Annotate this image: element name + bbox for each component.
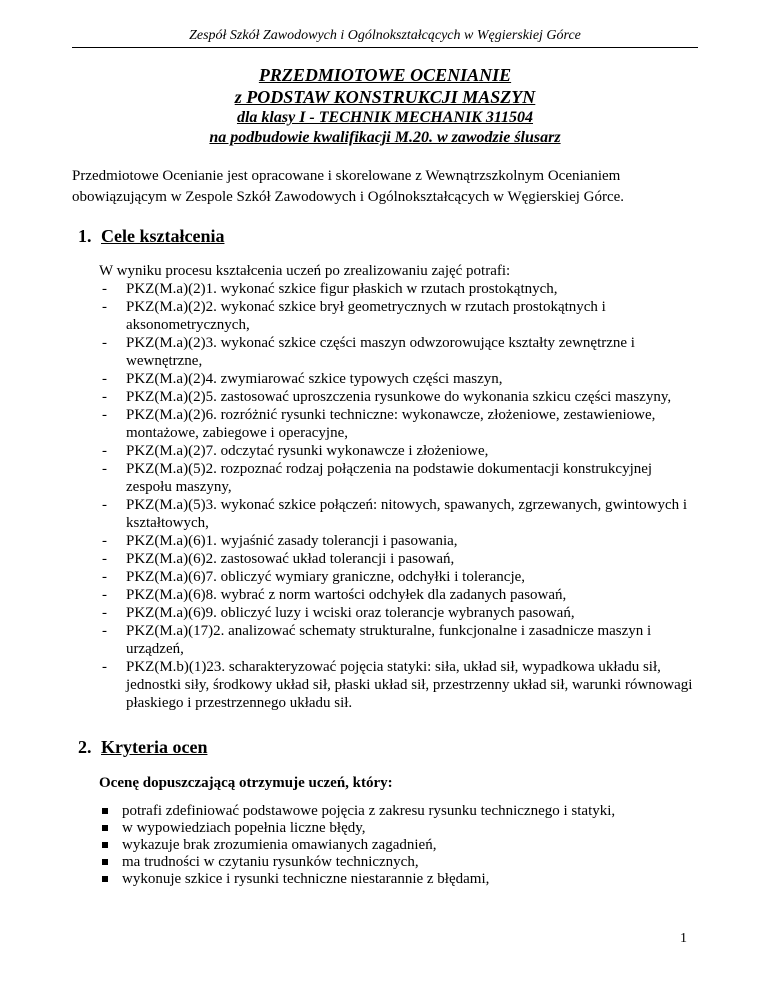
dash-bullet: - — [102, 533, 107, 549]
list-item — [99, 442, 699, 460]
list-item — [99, 568, 699, 586]
square-bullet-icon — [102, 842, 108, 848]
learning-goals-list — [99, 280, 699, 712]
dash-bullet: - — [102, 407, 107, 423]
list-item-text: PKZ(M.a)(6)1. wyjaśnić zasady tolerancji i pasowania, — [126, 533, 458, 549]
dash-bullet: - — [102, 587, 107, 603]
list-item-text: PKZ(M.a)(2)1. wykonać szkice figur płaskich w rzutach prostokątnych, — [126, 281, 558, 297]
list-item-text: potrafi zdefiniować podstawowe pojęcia z zakresu rysunku technicznego i statyki, — [122, 803, 616, 819]
list-item — [99, 460, 699, 496]
section-number: 2. — [78, 737, 92, 757]
title-line-2: z PODSTAW KONSTRUKCJI MASZYN — [234, 87, 536, 107]
square-bullet-icon — [102, 808, 108, 814]
list-item — [99, 298, 699, 334]
list-item — [99, 820, 699, 837]
list-item — [99, 280, 699, 298]
list-item — [99, 837, 699, 854]
list-item-text: w wypowiedziach popełnia liczne błędy, — [122, 820, 366, 836]
dash-bullet: - — [102, 497, 107, 513]
list-item-text: PKZ(M.a)(2)5. zastosować uproszczenia rysunkowe do wykonania szkicu części maszyny, — [126, 389, 672, 405]
dash-bullet: - — [102, 371, 107, 387]
list-item-text: PKZ(M.a)(2)3. wykonać szkice części maszyn odwzorowujące kształty zewnętrzne i wewnętrzne, — [126, 335, 635, 369]
document-title — [72, 64, 698, 148]
dash-bullet: - — [102, 623, 107, 639]
list-item — [99, 854, 699, 871]
section-heading-cele — [78, 226, 224, 247]
section-lead-text: W wyniku procesu kształcenia uczeń po zrealizowaniu zajęć potrafi: — [99, 263, 511, 279]
list-item-text: PKZ(M.a)(2)6. rozróżnić rysunki techniczne: wykonawcze, złożeniowe, zestawieniowe, montażowe, zabiegowe i operacyjne, — [126, 407, 656, 441]
dash-bullet: - — [102, 335, 107, 351]
intro-paragraph — [72, 166, 698, 208]
list-item-text: PKZ(M.a)(2)2. wykonać szkice brył geometrycznych w rzutach prostokątnych i aksonometrycznych, — [126, 299, 606, 333]
list-item-text: PKZ(M.a)(6)8. wybrać z norm wartości odchyłek dla zadanych pasowań, — [126, 587, 567, 603]
title-line-3: dla klasy I - TECHNIK MECHANIK 311504 — [236, 109, 534, 126]
title-line-1: PRZEDMIOTOWE OCENIANIE — [258, 65, 512, 85]
section-number: 1. — [78, 226, 92, 246]
dash-bullet: - — [102, 389, 107, 405]
square-bullet-icon — [102, 825, 108, 831]
list-item — [99, 334, 699, 370]
list-item — [99, 532, 699, 550]
section-title: Cele kształcenia — [101, 226, 225, 246]
list-item-text: PKZ(M.a)(5)2. rozpoznać rodzaj połączenia na podstawie dokumentacji konstrukcyjnej zespołu maszyny, — [126, 461, 653, 495]
list-item — [99, 871, 699, 888]
list-item — [99, 550, 699, 568]
list-item — [99, 586, 699, 604]
list-item — [99, 388, 699, 406]
dash-bullet: - — [102, 659, 107, 675]
dash-bullet: - — [102, 281, 107, 297]
page-number: 1 — [680, 931, 687, 946]
list-item-text: wykonuje szkice i rysunki techniczne niestarannie z błędami, — [122, 871, 490, 887]
section-title: Kryteria ocen — [101, 737, 208, 757]
list-item — [99, 370, 699, 388]
list-item-text: PKZ(M.a)(6)9. obliczyć luzy i wciski oraz tolerancje wybranych pasowań, — [126, 605, 575, 621]
list-item-text: wykazuje brak zrozumienia omawianych zagadnień, — [122, 837, 437, 853]
list-item-text: ma trudności w czytaniu rysunków technicznych, — [122, 854, 419, 870]
list-item — [99, 803, 699, 820]
list-item-text: PKZ(M.a)(17)2. analizować schematy strukturalne, funkcjonalne i zasadnicze maszyn i urządzeń, — [126, 623, 652, 657]
dash-bullet: - — [102, 299, 107, 315]
title-line-4: na podbudowie kwalifikacji M.20. w zawodzie ślusarz — [209, 129, 561, 146]
dash-bullet: - — [102, 569, 107, 585]
square-bullet-icon — [102, 876, 108, 882]
grade-criteria-list — [99, 803, 699, 888]
list-item — [99, 406, 699, 442]
list-item-text: PKZ(M.b)(1)23. scharakteryzować pojęcia statyki: siła, układ sił, wypadkowa układu sił, jednostki siły, środkowy układ sił, płaski układ sił, przestrzenny układ sił, warunki równowagi płaskiego i przestrzennego układu sił. — [126, 659, 693, 711]
list-item-text: PKZ(M.a)(6)7. obliczyć wymiary graniczne, odchyłki i tolerancje, — [126, 569, 526, 585]
page-header: Zespół Szkół Zawodowych i Ogólnokształcących w Węgierskiej Górce — [72, 28, 698, 48]
dash-bullet: - — [102, 461, 107, 477]
list-item-text: PKZ(M.a)(6)2. zastosować układ tolerancji i pasowań, — [126, 551, 455, 567]
intro-line-2: obowiązującym w Zespole Szkół Zawodowych i Ogólnokształcących w Węgierskiej Górce. — [72, 189, 625, 205]
list-item-text: PKZ(M.a)(2)4. zwymiarować szkice typowych części maszyn, — [126, 371, 503, 387]
dash-bullet: - — [102, 605, 107, 621]
intro-line-1: Przedmiotowe Ocenianie jest opracowane i skorelowane z Wewnątrzszkolnym Ocenianiem — [72, 168, 621, 184]
list-item — [99, 604, 699, 622]
dash-bullet: - — [102, 551, 107, 567]
list-item — [99, 622, 699, 658]
list-item — [99, 658, 699, 712]
grade-subheading: Ocenę dopuszczającą otrzymuje uczeń, który: — [99, 775, 393, 791]
square-bullet-icon — [102, 859, 108, 865]
section-heading-kryteria — [78, 737, 207, 758]
list-item — [99, 496, 699, 532]
list-item-text: PKZ(M.a)(5)3. wykonać szkice połączeń: nitowych, spawanych, zgrzewanych, gwintowych i kształtowych, — [126, 497, 688, 531]
list-item-text: PKZ(M.a)(2)7. odczytać rysunki wykonawcze i złożeniowe, — [126, 443, 489, 459]
dash-bullet: - — [102, 443, 107, 459]
